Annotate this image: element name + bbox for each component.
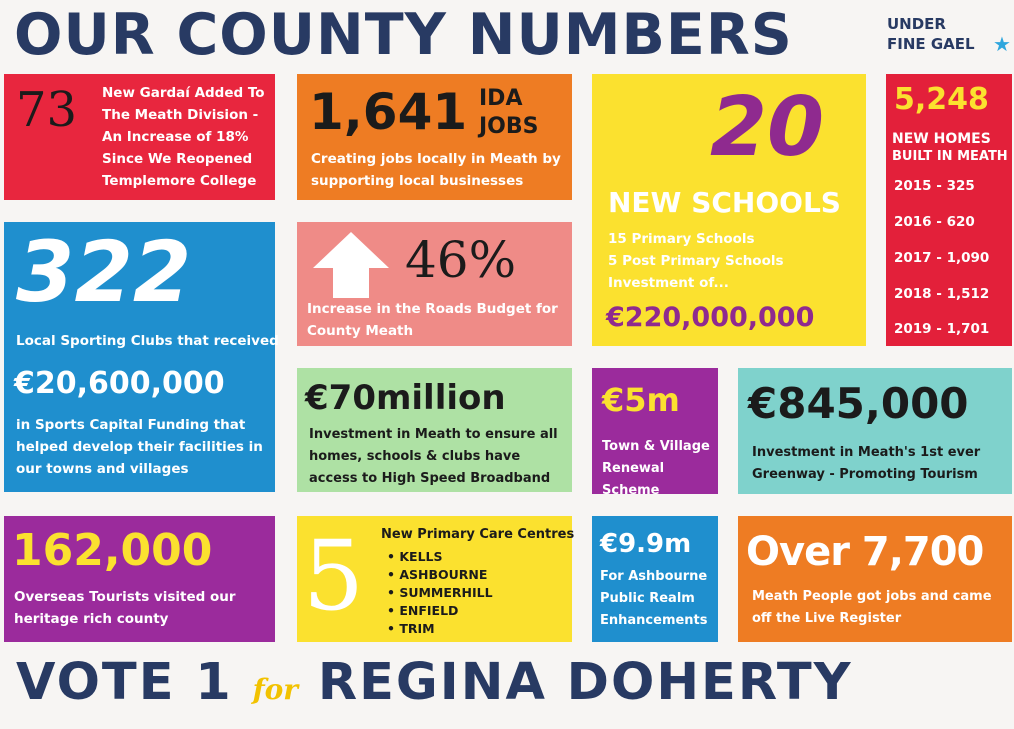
tile-sports-clubs bbox=[4, 222, 279, 492]
tile-tourists bbox=[4, 516, 275, 642]
ashbourne-text: For Ashbourne Public Realm Enhancements bbox=[600, 569, 708, 628]
tile-new-schools bbox=[592, 74, 866, 346]
sport-text: in Sports Capital Funding that helped develop their facilities in our towns and villages bbox=[16, 417, 263, 477]
party-badge bbox=[887, 14, 975, 54]
vote-slogan bbox=[16, 650, 853, 723]
sport-amount: €20,600,000 bbox=[14, 366, 225, 401]
tile-ashbourne bbox=[592, 516, 718, 642]
schools-line-1: 15 Primary Schools bbox=[608, 231, 755, 247]
greenway-text: Investment in Meath's 1st ever Greenway - Promoting Tourism bbox=[752, 445, 981, 482]
schools-number: 20 bbox=[710, 80, 825, 175]
tile-primary-care bbox=[297, 516, 575, 642]
roads-number: 46% bbox=[405, 231, 517, 289]
tile-ida-jobs bbox=[297, 74, 572, 200]
ida-number: 1,641 bbox=[309, 83, 468, 141]
ida-text: Creating jobs locally in Meath by supporting local businesses bbox=[311, 151, 561, 189]
list-item: • TRIM bbox=[387, 621, 435, 636]
tile-gardai bbox=[4, 74, 275, 200]
party-line-1: UNDER bbox=[887, 15, 946, 33]
schools-title: NEW SCHOOLS bbox=[608, 186, 841, 219]
schools-line-2: 5 Post Primary Schools bbox=[608, 253, 784, 269]
ashbourne-number: €9.9m bbox=[600, 529, 692, 559]
primary-care-title: New Primary Care Centres bbox=[381, 527, 575, 542]
star-icon: ★ bbox=[993, 32, 1011, 56]
renewal-number: €5m bbox=[602, 381, 680, 419]
broadband-number: €70million bbox=[305, 378, 506, 418]
gardai-number: 73 bbox=[16, 82, 78, 138]
homes-number: 5,248 bbox=[894, 82, 989, 117]
slogan-for: for bbox=[252, 673, 299, 706]
greenway-number: €845,000 bbox=[748, 379, 969, 428]
list-item: • KELLS bbox=[387, 549, 443, 564]
tile-village-renewal bbox=[592, 368, 718, 498]
roads-text: Increase in the Roads Budget for County Meath bbox=[307, 301, 558, 339]
homes-year-2015: 2015 - 325 bbox=[894, 178, 975, 194]
tile-new-homes bbox=[886, 74, 1012, 346]
homes-year-2018: 2018 - 1,512 bbox=[894, 286, 990, 302]
homes-title-2: BUILT IN MEATH bbox=[892, 149, 1008, 164]
tile-roads-budget bbox=[297, 222, 572, 346]
homes-year-2016: 2016 - 620 bbox=[894, 214, 975, 230]
tile-broadband bbox=[297, 368, 572, 492]
tile-live-register bbox=[738, 516, 1012, 642]
page-title: OUR COUNTY NUMBERS bbox=[14, 2, 793, 68]
homes-title-1: NEW HOMES bbox=[892, 131, 991, 147]
ida-label-top: IDA bbox=[479, 86, 523, 111]
primary-care-list bbox=[387, 548, 493, 638]
slogan-part-1: VOTE 1 bbox=[16, 653, 233, 712]
ida-label-bottom: JOBS bbox=[479, 114, 539, 139]
sport-line-1: Local Sporting Clubs that received bbox=[16, 333, 279, 349]
renewal-text: Town & Village Renewal Scheme bbox=[602, 439, 710, 498]
homes-year-2017: 2017 - 1,090 bbox=[894, 250, 990, 266]
party-line-2: FINE GAEL bbox=[887, 35, 975, 53]
homes-year-2019: 2019 - 1,701 bbox=[894, 321, 990, 337]
list-item: • SUMMERHILL bbox=[387, 585, 493, 600]
sport-number: 322 bbox=[16, 223, 192, 321]
list-item: • ENFIELD bbox=[387, 603, 459, 618]
primary-care-number: 5 bbox=[303, 520, 365, 632]
jobs-number: Over 7,700 bbox=[746, 529, 984, 575]
tile-greenway bbox=[738, 368, 1012, 494]
slogan-part-2: REGINA DOHERTY bbox=[317, 653, 853, 712]
arrow-up-icon bbox=[311, 230, 391, 300]
schools-amount: €220,000,000 bbox=[606, 302, 815, 333]
schools-line-3: Investment of... bbox=[608, 275, 729, 291]
tourists-text: Overseas Tourists visited our heritage rich county bbox=[14, 589, 236, 627]
list-item: • ASHBOURNE bbox=[387, 567, 488, 582]
tourists-number: 162,000 bbox=[12, 525, 213, 576]
broadband-text: Investment in Meath to ensure all homes, schools & clubs have access to High Speed Broadband bbox=[309, 427, 558, 486]
gardai-text: New Gardaí Added To The Meath Division - An Increase of 18% Since We Reopened Templemore College bbox=[102, 85, 265, 189]
jobs-text: Meath People got jobs and came off the Live Register bbox=[752, 589, 992, 626]
